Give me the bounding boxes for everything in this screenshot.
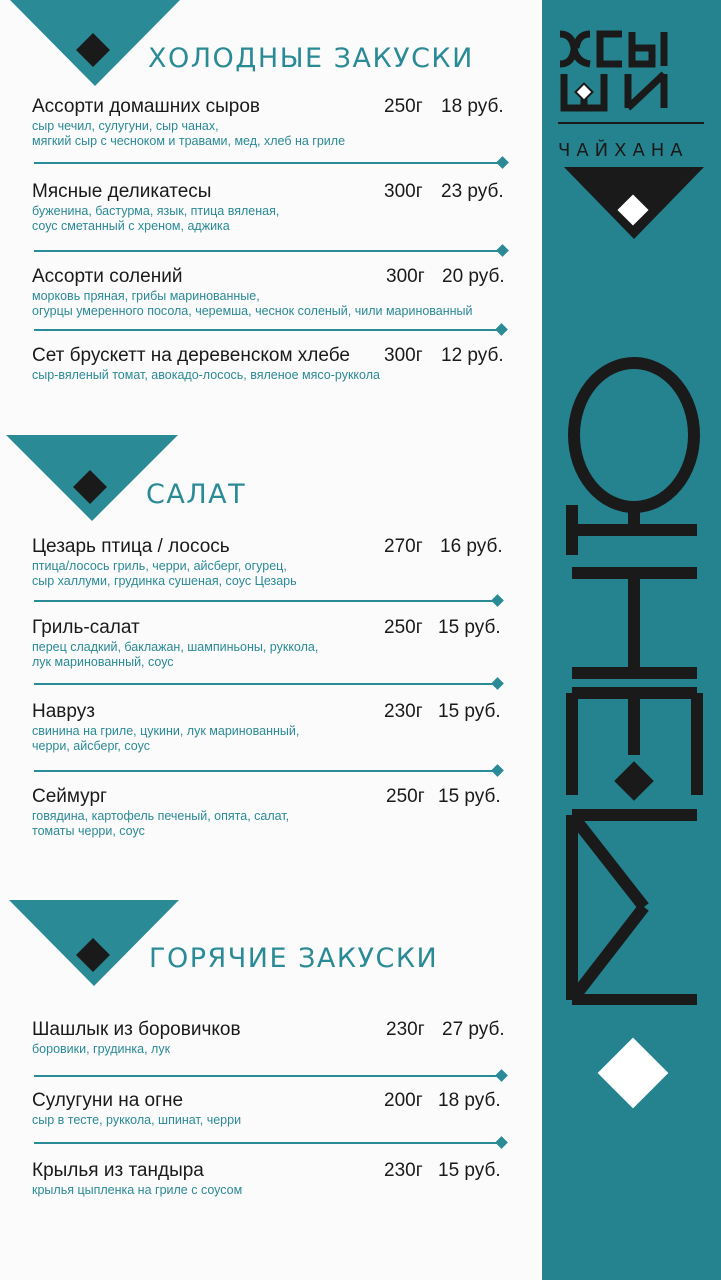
item-description: сыр-вяленый томат, авокадо-лосось, вяленое мясо-руккола <box>32 368 380 382</box>
item-name: Гриль-салат <box>32 617 140 638</box>
separator-diamond-icon <box>495 323 508 336</box>
item-name: Сеймург <box>32 786 107 807</box>
item-description: крылья цыпленка на гриле с соусом <box>32 1183 243 1197</box>
item-price: 18 руб. <box>441 96 504 117</box>
separator-diamond-icon <box>491 677 504 690</box>
white-diamond-icon <box>598 1038 669 1109</box>
separator-diamond-icon <box>496 156 509 169</box>
item-weight: 300г <box>386 266 425 287</box>
menu-item <box>32 617 507 670</box>
separator-line <box>34 162 502 164</box>
item-name: Ассорти солений <box>32 266 183 287</box>
item-price: 15 руб. <box>438 701 501 722</box>
item-weight: 250г <box>384 617 423 638</box>
item-name: Шашлык из боровичков <box>32 1019 241 1040</box>
menu-item <box>32 536 507 589</box>
logo-underline <box>558 122 704 124</box>
item-price: 27 руб. <box>442 1019 505 1040</box>
menu-item <box>32 701 507 754</box>
brand-tagline: ЧАЙХАНА <box>558 140 689 161</box>
item-description: свинина на гриле, цукини, лук маринованный, черри, айсберг, соус <box>32 724 300 753</box>
separator-diamond-icon <box>496 244 509 257</box>
item-description: боровики, грудинка, лук <box>32 1042 171 1056</box>
menu-item <box>32 1160 507 1198</box>
vertical-menu-lettering <box>562 355 707 1005</box>
brand-sidebar <box>542 0 721 1280</box>
item-price: 15 руб. <box>438 617 501 638</box>
item-price: 15 руб. <box>438 786 501 807</box>
item-name: Сет брускетт на деревенском хлебе <box>32 345 350 366</box>
separator-diamond-icon <box>491 764 504 777</box>
item-weight: 250г <box>384 96 423 117</box>
item-price: 16 руб. <box>440 536 503 557</box>
item-price: 15 руб. <box>438 1160 501 1181</box>
menu-item <box>32 181 507 234</box>
item-weight: 270г <box>384 536 423 557</box>
item-name: Крылья из тандыра <box>32 1160 204 1181</box>
separator-line <box>34 683 494 685</box>
brand-triangle-icon <box>564 167 704 239</box>
item-description: перец сладкий, баклажан, шампиньоны, руккола, лук маринованный, соус <box>32 640 319 669</box>
item-price: 12 руб. <box>441 345 504 366</box>
menu-item <box>32 1019 507 1057</box>
item-price: 18 руб. <box>438 1090 501 1111</box>
menu-item <box>32 786 507 839</box>
menu-item <box>32 266 507 319</box>
item-name: Навруз <box>32 701 95 722</box>
item-weight: 230г <box>384 1160 423 1181</box>
item-description: говядина, картофель печеный, опята, салат, томаты черри, соус <box>32 809 290 838</box>
menu-item <box>32 345 507 383</box>
item-name: Цезарь птица / лосось <box>32 536 230 557</box>
item-weight: 230г <box>386 1019 425 1040</box>
item-weight: 300г <box>384 181 423 202</box>
section-title: САЛАТ <box>146 479 247 510</box>
item-price: 23 руб. <box>441 181 504 202</box>
item-description: сыр в тесте, руккола, шпинат, черри <box>32 1113 242 1127</box>
separator-line <box>34 250 502 252</box>
separator-diamond-icon <box>495 1136 508 1149</box>
item-weight: 250г <box>386 786 425 807</box>
item-price: 20 руб. <box>442 266 505 287</box>
item-name: Мясные деликатесы <box>32 181 212 202</box>
section-title: ГОРЯЧИЕ ЗАКУСКИ <box>149 943 439 974</box>
separator-diamond-icon <box>495 1069 508 1082</box>
section-title: ХОЛОДНЫЕ ЗАКУСКИ <box>148 43 474 74</box>
item-description: птица/лосось гриль, черри, айсберг, огурец, сыр халлуми, грудинка сушеная, соус Цезарь <box>32 559 297 588</box>
brand-logo <box>556 28 708 114</box>
separator-line <box>34 1142 500 1144</box>
separator-diamond-icon <box>491 594 504 607</box>
item-description: морковь пряная, грибы маринованные, огурцы умеренного посола, черемша, чеснок соленый, чили маринованный <box>32 289 473 318</box>
menu-item <box>32 96 507 149</box>
separator-line <box>34 1075 498 1077</box>
item-name: Сулугуни на огне <box>32 1090 184 1111</box>
separator-line <box>34 770 494 772</box>
separator-line <box>34 600 494 602</box>
item-description: буженина, бастурма, язык, птица вяленая, соус сметанный с хреном, аджика <box>32 204 280 233</box>
item-description: сыр чечил, сулугуни, сыр чанах, мягкий сыр с чесноком и травами, мед, хлеб на гриле <box>32 119 346 148</box>
separator-line <box>34 329 499 331</box>
item-weight: 200г <box>384 1090 423 1111</box>
menu-item <box>32 1090 507 1128</box>
item-weight: 230г <box>384 701 423 722</box>
item-name: Ассорти домашних сыров <box>32 96 260 117</box>
item-weight: 300г <box>384 345 423 366</box>
